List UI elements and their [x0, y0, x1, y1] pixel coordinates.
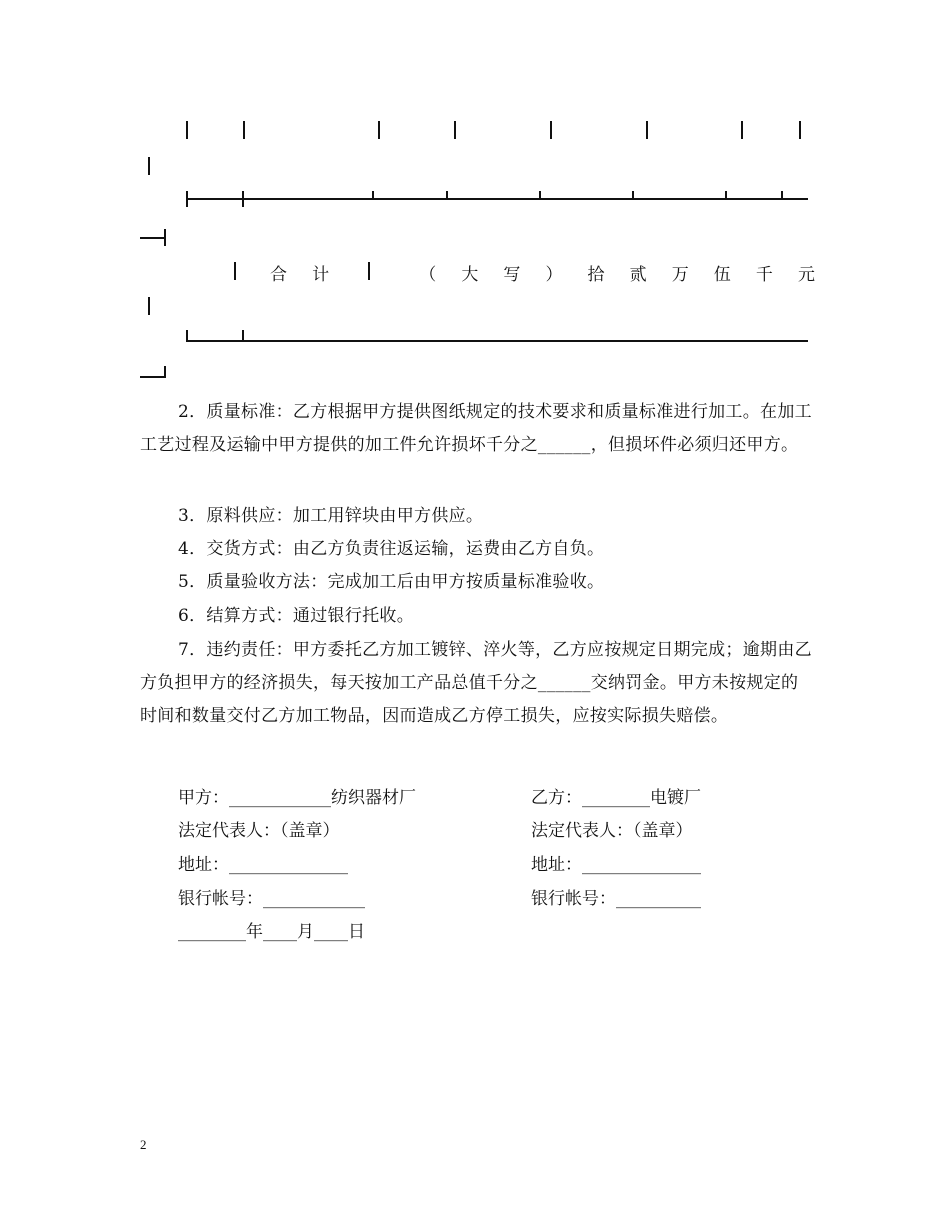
total-cell: 计 [312, 264, 330, 285]
bank-account-a: 银行帐号：____________ [178, 889, 365, 909]
table-border [454, 121, 456, 139]
total-cell: ） [545, 264, 563, 285]
total-cell: 万 [671, 264, 689, 285]
table-border [243, 121, 245, 139]
clause-2: 2．质量标准：乙方根据甲方提供图纸规定的技术要求和质量标准进行加工。在加工工艺过程及运输中甲方提供的加工件允许损坏千分之______，但损坏件必须归还甲方。 [140, 402, 812, 455]
party-a: 甲方：____________纺织器材厂 [178, 788, 416, 808]
table-border [242, 191, 244, 207]
clause-5: 5．质量验收方法：完成加工后由甲方按质量标准验收。 [178, 572, 605, 592]
table-border [741, 121, 743, 139]
total-row [270, 258, 815, 286]
party-b: 乙方：________电镀厂 [531, 788, 701, 808]
table-border [164, 229, 166, 246]
rep-a: 法定代表人：（盖章） [178, 821, 340, 841]
rep-b: 法定代表人：（盖章） [531, 821, 693, 841]
clause-6: 6．结算方式：通过银行托收。 [178, 606, 415, 626]
clause-7: 7．违约责任：甲方委托乙方加工镀锌、淬火等，乙方应按规定日期完成；逾期由乙方负担甲方的经济损失，每天按加工产品总值千分之______交纳罚金。甲方未按规定的时间和数量交付乙方加工物品，因而造成乙方停工损失，应按实际损失赔偿。 [140, 640, 812, 726]
table-border [372, 191, 374, 200]
table-border [164, 366, 166, 378]
total-cell: 伍 [713, 264, 731, 285]
table-border [539, 191, 541, 200]
table-border [140, 376, 164, 378]
table-border [186, 340, 808, 342]
table-border [632, 191, 634, 200]
table-border [186, 121, 188, 139]
bank-account-b: 银行帐号：__________ [531, 889, 701, 909]
table-border [186, 191, 188, 207]
table-border [140, 237, 164, 239]
total-cell: 拾 [587, 264, 605, 285]
date-line: ________年____月____日 [178, 922, 365, 942]
table-border [646, 121, 648, 139]
table-border [781, 191, 783, 200]
table-border [446, 191, 448, 200]
total-cell: 元 [797, 264, 815, 285]
total-cell: 贰 [629, 264, 647, 285]
total-cell: （ [419, 264, 437, 285]
table-border [148, 297, 150, 315]
total-cell: 大 [461, 264, 479, 285]
table-border [725, 191, 727, 200]
clause-4: 4．交货方式：由乙方负责往返运输，运费由乙方自负。 [178, 539, 605, 559]
table-border [148, 157, 150, 175]
table-border [186, 198, 808, 200]
address-b: 地址：______________ [531, 855, 701, 875]
table-border [550, 121, 552, 139]
total-cell: 合 [270, 264, 287, 285]
page-number: 2 [140, 1137, 147, 1152]
clause-3: 3．原料供应：加工用锌块由甲方供应。 [178, 506, 484, 526]
table-border [234, 262, 236, 280]
table-border [378, 121, 380, 139]
total-cell: 千 [755, 264, 773, 285]
total-cell: 写 [503, 264, 521, 285]
table-border [799, 121, 801, 139]
address-a: 地址：______________ [178, 855, 348, 875]
